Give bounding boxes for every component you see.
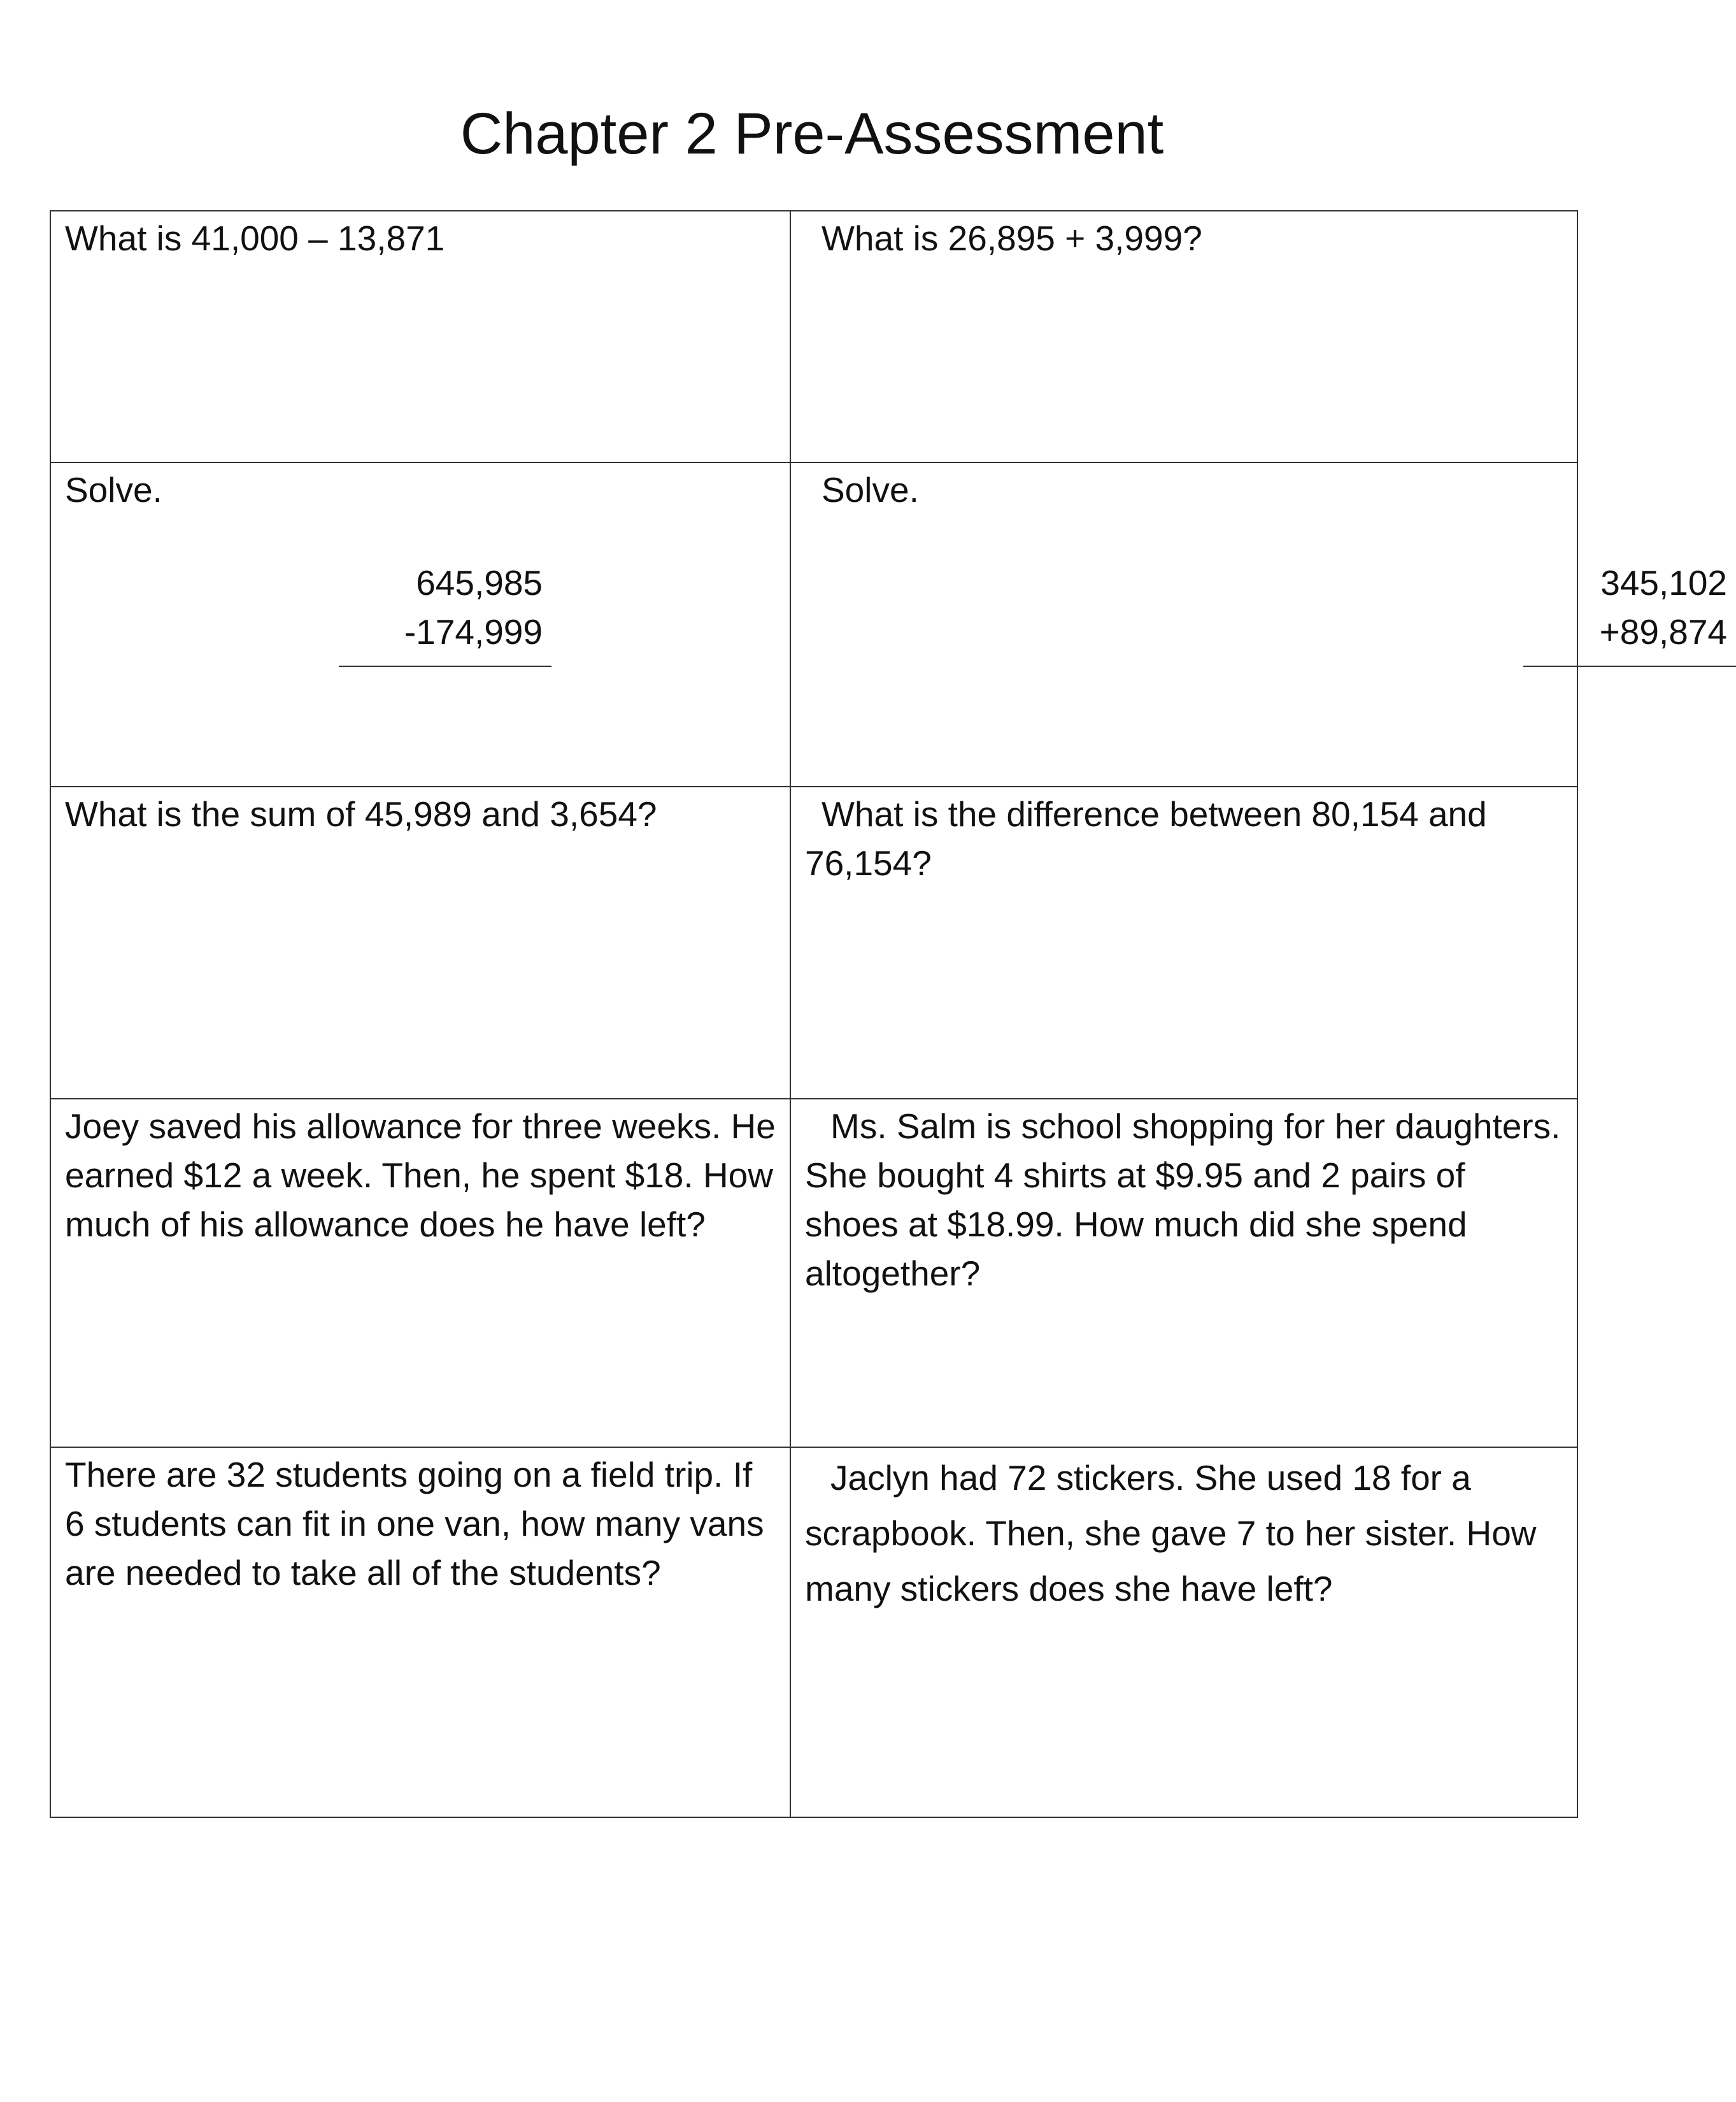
table-row: [50, 211, 1577, 462]
minuend: 645,985: [416, 563, 543, 603]
table-row: [50, 462, 1577, 787]
problem-text: Ms. Salm is school shopping for her daughters. She bought 4 shirts at $9.95 and 2 pairs of shoes at $18.99. How much did she spend altogether?: [805, 1106, 1561, 1293]
table-row: [50, 1447, 1577, 1817]
problem-cell[interactable]: [790, 1447, 1577, 1817]
worksheet-table: [50, 210, 1727, 1818]
answer-line: [339, 666, 551, 667]
addend-bottom: +89,874: [1599, 612, 1727, 652]
problem-cell[interactable]: [790, 1099, 1577, 1447]
problem-cell[interactable]: [790, 462, 1727, 787]
vertical-addition: [1523, 559, 1727, 667]
answer-line: [1523, 666, 1736, 667]
subtrahend: -174,999: [404, 612, 543, 652]
table-row: [50, 1099, 1577, 1447]
table-row: [50, 787, 1577, 1099]
problem-text: What is the difference between 80,154 and 76,154?: [805, 794, 1487, 883]
problem-text: Joey saved his allowance for three weeks. He earned $12 a week. Then, he spent $18. How much of his allowance does he have left?: [65, 1106, 776, 1244]
problem-text: Solve.: [822, 470, 919, 510]
problem-cell[interactable]: [50, 787, 790, 1099]
problem-cell[interactable]: [50, 462, 790, 787]
problem-text: Jaclyn had 72 stickers. She used 18 for a scrapbook. Then, she gave 7 to her sister. How many stickers does she have left?: [805, 1458, 1537, 1608]
problem-text: What is 26,895 + 3,999?: [822, 218, 1202, 258]
problem-text: What is the sum of 45,989 and 3,654?: [65, 794, 657, 834]
problem-text: Solve.: [65, 470, 162, 510]
addend-top: 345,102: [1600, 563, 1727, 603]
vertical-subtraction: [339, 559, 543, 667]
problem-text: What is 41,000 – 13,871: [65, 218, 445, 258]
problem-cell[interactable]: [50, 211, 790, 462]
problem-cell[interactable]: [50, 1447, 790, 1817]
problem-cell[interactable]: [50, 1099, 790, 1447]
problem-cell[interactable]: [790, 211, 1577, 462]
problem-text: There are 32 students going on a field trip. If 6 students can fit in one van, how many vans are needed to take all of the students?: [65, 1455, 764, 1592]
page-title: Chapter 2 Pre-Assessment: [460, 101, 1164, 166]
problem-cell[interactable]: [790, 787, 1577, 1099]
